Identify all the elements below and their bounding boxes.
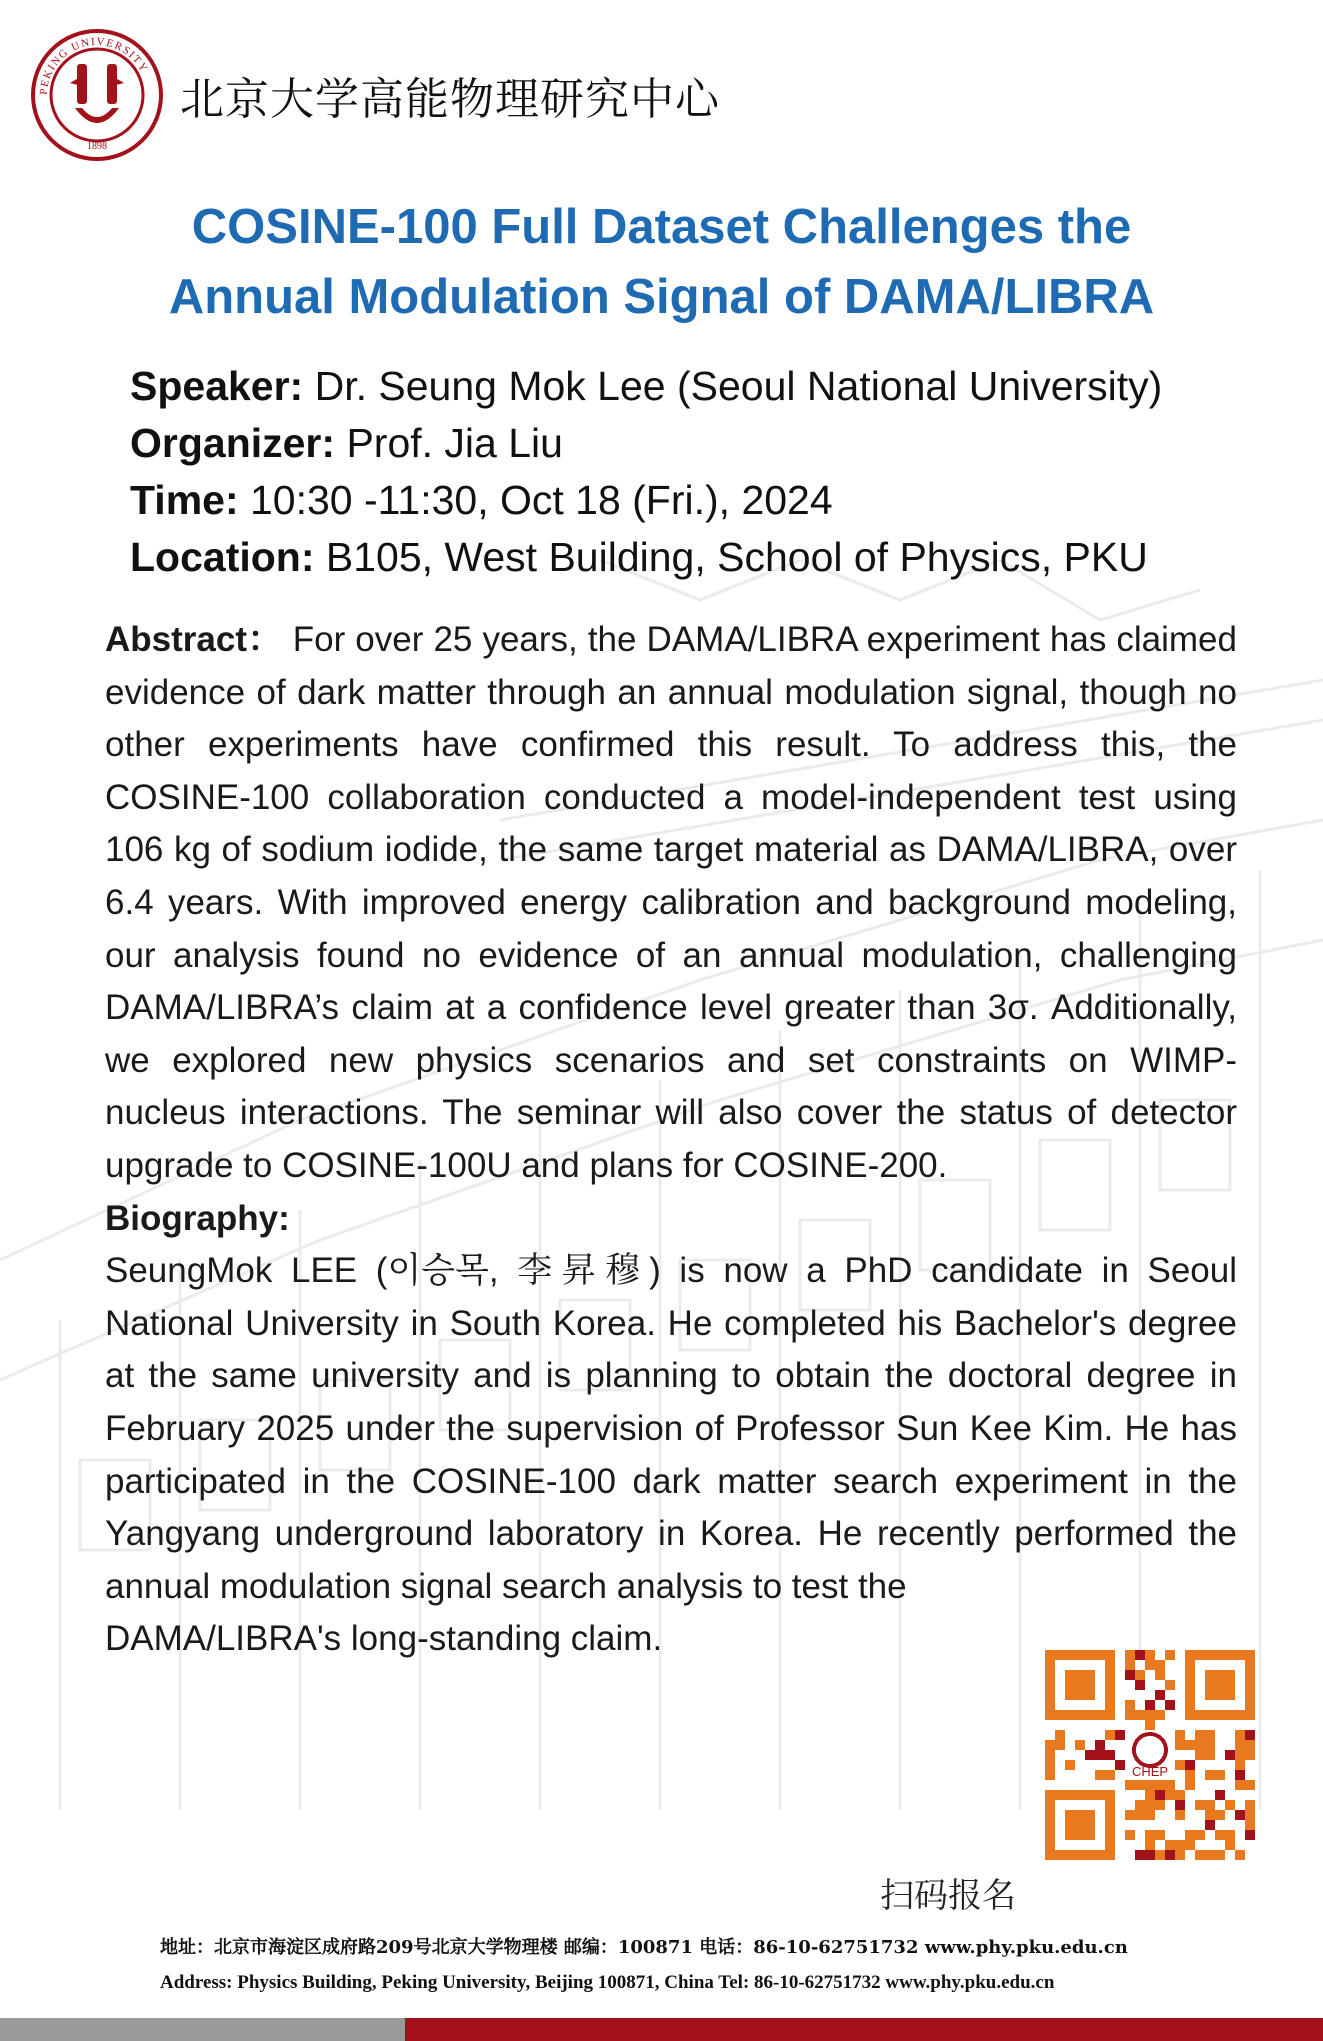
bottom-bar-red: [405, 2018, 1323, 2041]
abstract-text: For over 25 years, the DAMA/LIBRA experiment has claimed evidence of dark matter through an annual modulation signal, though no other experiments have confirmed this result. To address this, the COSINE-100 collaboration conducted a model-independent test using 106 kg of sodium iodide, the same target material as DAMA/LIBRA, over 6.4 years. With improved energy calibration and background modeling, our analysis found no evidence of an annual modulation, challenging DAMA/LIBRA’s claim at a confidence level greater than 3σ. Additionally, we explored new physics scenarios and set constraints on WIMP-nucleus interactions. The seminar will also cover the status of detector upgrade to COSINE-100U and plans for COSINE-200.: [105, 620, 1237, 1185]
bottom-bar-grey: [0, 2018, 405, 2041]
bottom-color-bar: [0, 2018, 1323, 2041]
speaker-label: Speaker:: [130, 363, 304, 409]
scan-to-register-caption: 扫码报名: [880, 1876, 1016, 1916]
title-line-2: Annual Modulation Signal of DAMA/LIBRA: [168, 270, 1155, 324]
svg-text:CHEP: CHEP: [1131, 1764, 1169, 1779]
time-row: [130, 472, 1162, 529]
peking-university-seal-logo: [30, 28, 164, 162]
svg-text:1898: 1898: [87, 141, 107, 152]
organizer-label: Organizer:: [130, 420, 336, 466]
speaker-row: [130, 358, 1162, 415]
organizer-row: [130, 415, 1162, 472]
biography-heading: Biography:: [105, 1198, 290, 1238]
organizer-value: Prof. Jia Liu: [335, 420, 563, 466]
location-label: Location:: [130, 534, 315, 580]
footer-address-zh: 地址：北京市海淀区成府路209号北京大学物理楼 邮编：100871 电话：86-10-62751732 www.phy.pku.edu.cn: [160, 1937, 1128, 1958]
registration-qr-code[interactable]: [1045, 1650, 1255, 1860]
location-value: B105, West Building, School of Physics, PKU: [314, 534, 1148, 580]
title-line-1: COSINE-100 Full Dataset Challenges the: [191, 200, 1132, 254]
seminar-title: [0, 192, 1323, 332]
abstract-paragraph: [105, 614, 1237, 1193]
location-row: [130, 529, 1162, 586]
center-name: 北京大学高能物理研究中心: [180, 74, 720, 125]
footer-address-en: Address: Physics Building, Peking University, Beijing 100871, China Tel: 86-10-62751732 www.phy.pku.edu.cn: [160, 1972, 1055, 1993]
speaker-value: Dr. Seung Mok Lee (Seoul National University): [303, 363, 1163, 409]
time-value: 10:30 -11:30, Oct 18 (Fri.), 2024: [238, 477, 833, 523]
biography-last-line: DAMA/LIBRA's long-standing claim.: [105, 1619, 663, 1659]
time-label: Time:: [130, 477, 239, 523]
abstract-label: Abstract：: [105, 620, 283, 659]
biography-text: SeungMok LEE (이승목, 李昇穆) is now a PhD candidate in Seoul National University in South Korea. He completed his Bachelor's degree at the same university and is planning to obtain the doctoral degree in February 2025 under the supervision of Professor Sun Kee Kim. He has participated in the COSINE-100 dark matter search experiment in the Yangyang underground laboratory in Korea. He recently performed the annual modulation signal search analysis to test the: [105, 1251, 1237, 1606]
body-text: [105, 614, 1237, 1666]
header: [30, 30, 720, 160]
svg-text:PEKING UNIVERSITY: PEKING UNIVERSITY: [37, 35, 151, 96]
seminar-info: [130, 358, 1162, 586]
biography-paragraph: [105, 1245, 1237, 1613]
footer-address: [160, 1930, 1128, 2000]
